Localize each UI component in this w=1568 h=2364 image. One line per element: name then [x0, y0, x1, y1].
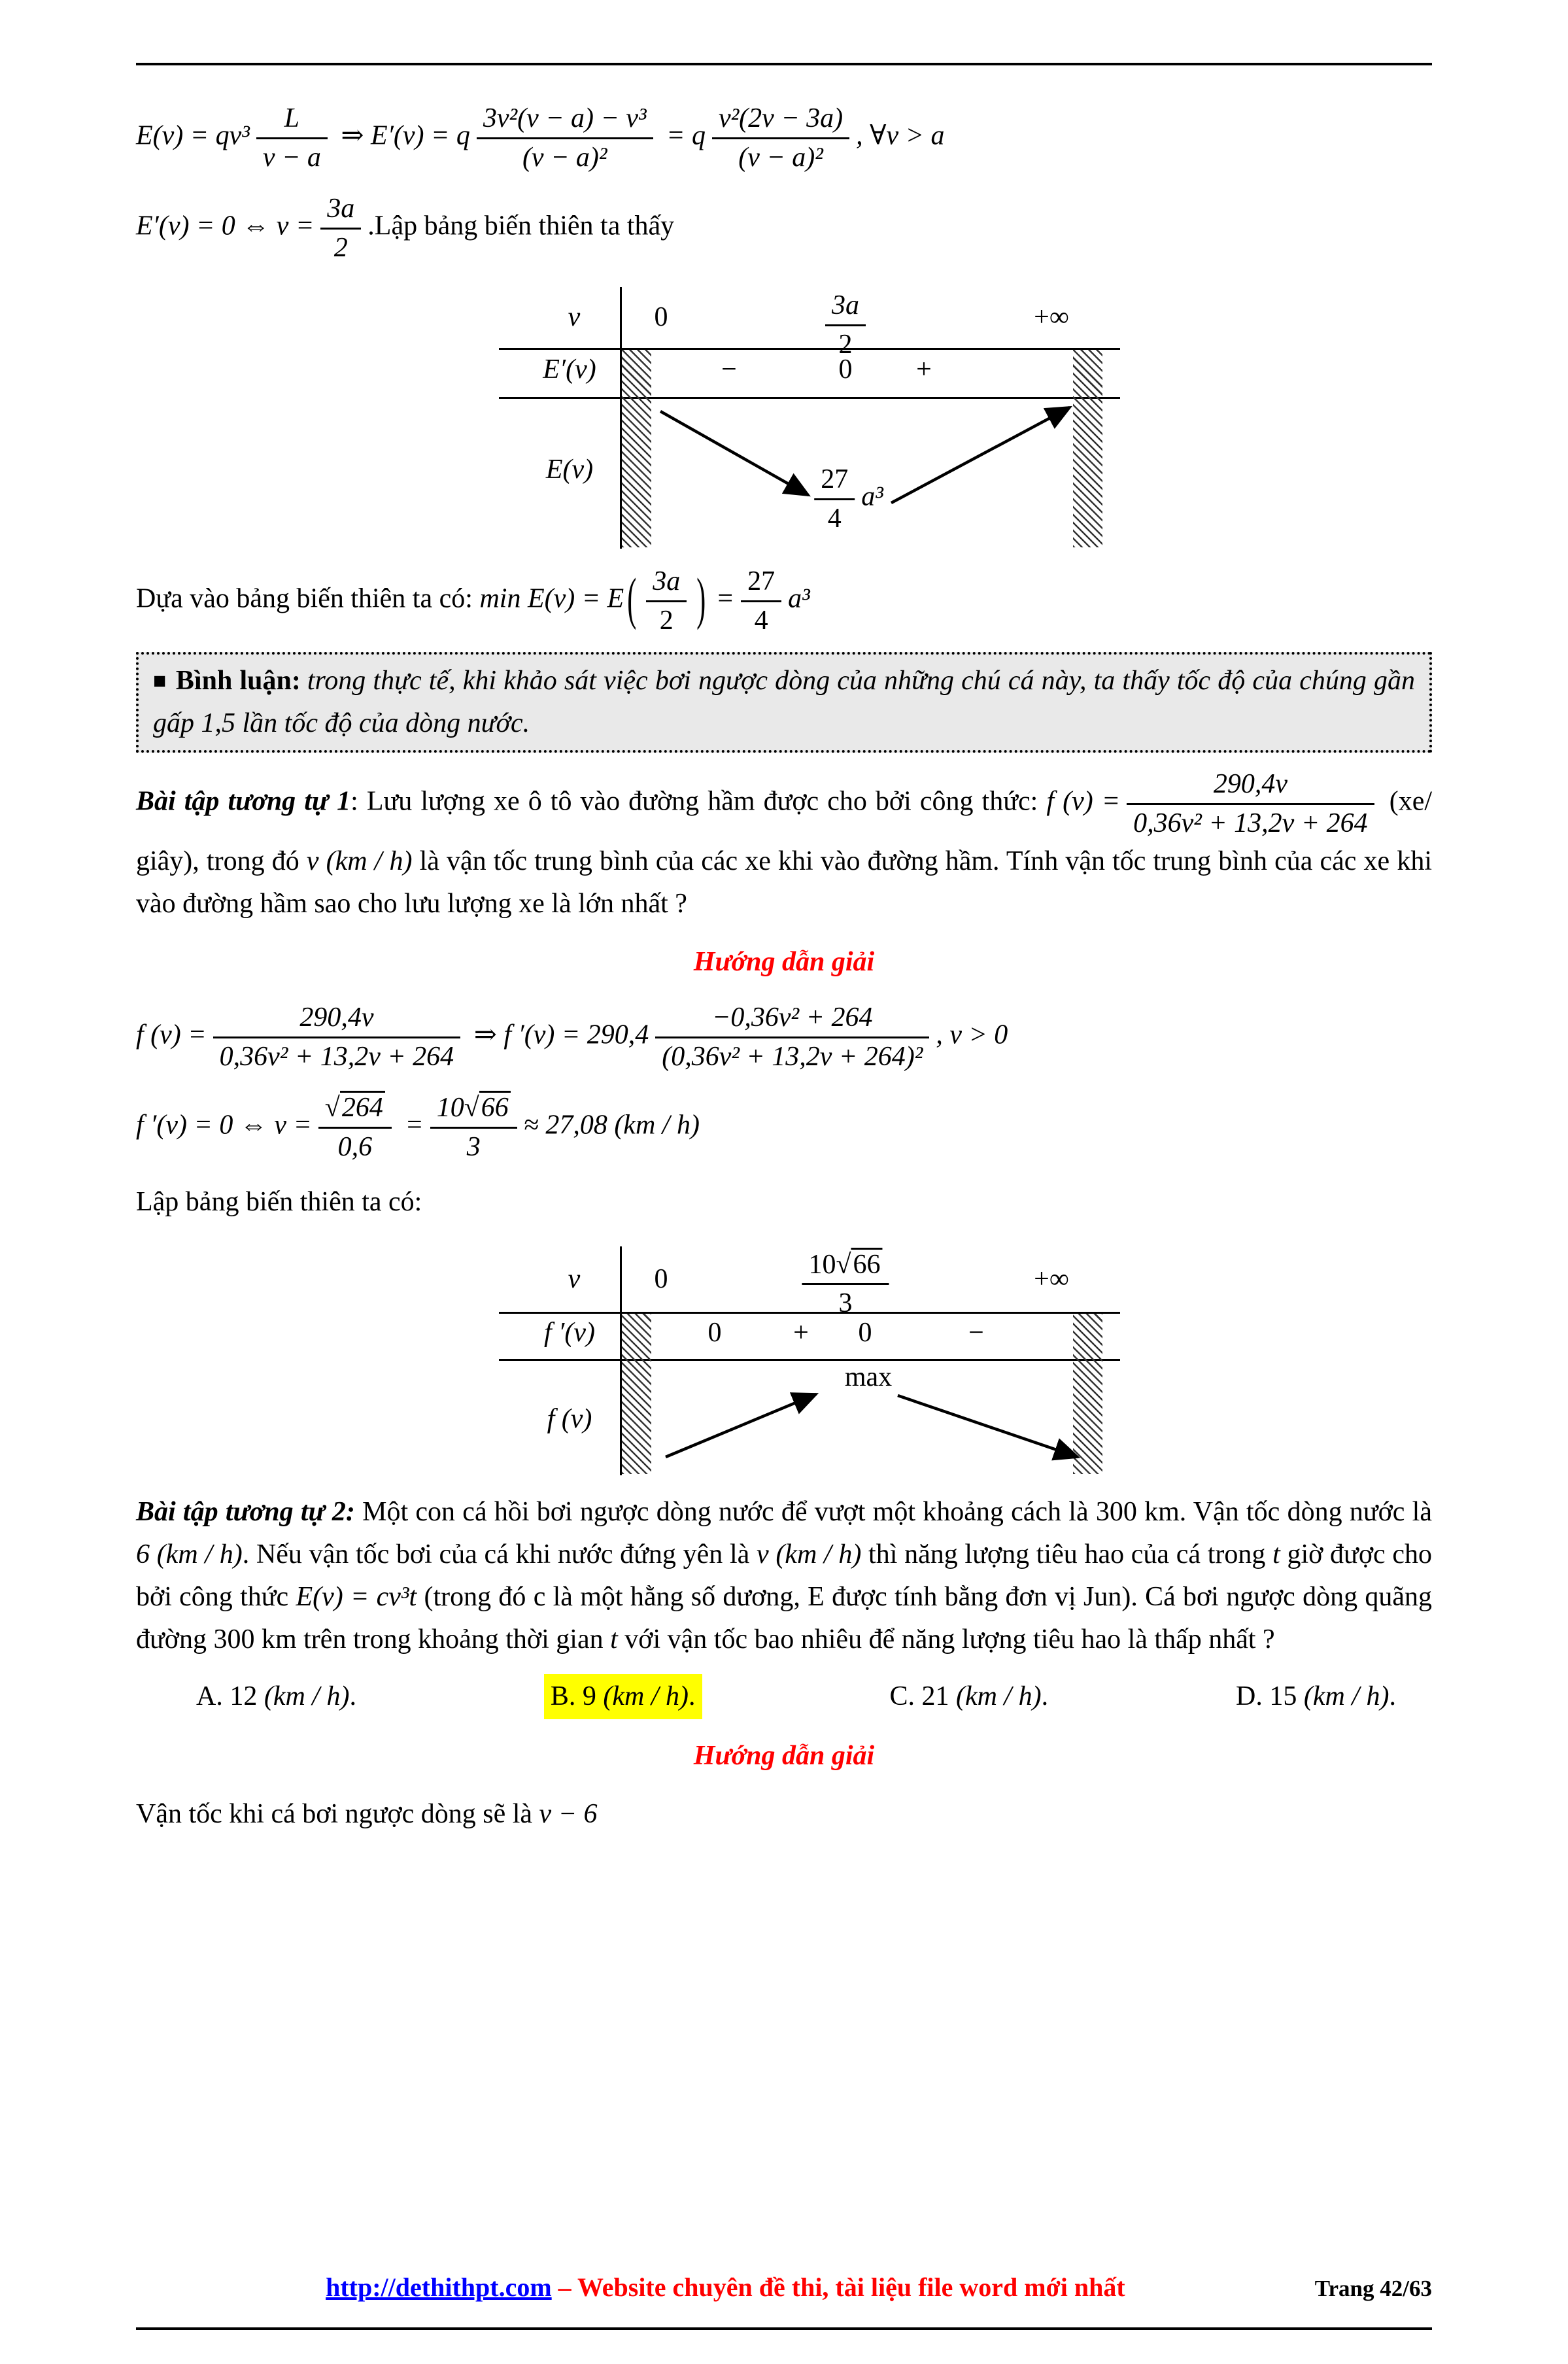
final-line: [136, 1793, 1432, 1836]
table-var: v: [568, 1263, 581, 1294]
table-intro-line: Lập bảng biến thiên ta có:: [136, 1187, 422, 1218]
min-suffix: a³: [861, 481, 883, 512]
exercise-1-unit: (xe/ giây), trong đó: [136, 786, 1433, 877]
fraction: $\frac{3a}{2}$: [646, 564, 687, 638]
math-inline: v − 6: [539, 1799, 598, 1830]
exercise-1-title: Bài tập tương tự 1: [136, 786, 351, 817]
table-row2-label: E(v): [545, 454, 594, 485]
eq-part: =: [405, 1110, 424, 1141]
eq-part: f (v) =: [136, 1020, 207, 1051]
conclusion-text: Dựa vào bảng biến thiên ta có:: [136, 583, 473, 614]
square-bullet-icon: ■: [153, 669, 167, 693]
exercise-2: [136, 1491, 1432, 1661]
sqrt-264: √264: [325, 1091, 385, 1123]
equation-f-critical: [136, 1091, 1432, 1164]
comment-label: Bình luận:: [175, 666, 301, 696]
eq-part: ⇒ E′(v) = q: [341, 120, 470, 151]
answer-b-highlighted: B. 9 (km / h).: [544, 1674, 702, 1719]
fraction: $\frac{\text{−0,36v² + 264}}{\text{(0,36v² + 13,2v + 264)²}}$: [655, 1001, 929, 1074]
page-number: Trang 42/63: [1314, 2276, 1432, 2301]
table-max-label: max: [844, 1362, 893, 1392]
eq-part: f (v) =: [1046, 786, 1121, 817]
answer-choices: [136, 1669, 1432, 1719]
footer-link[interactable]: http://dethithpt.com: [326, 2272, 552, 2302]
table-var: v: [568, 302, 581, 332]
answer-c: C. 21 (km / h).: [889, 1681, 1049, 1711]
sign-zero: 0: [707, 1317, 722, 1348]
fraction: $\frac{10√66}{3}$: [430, 1091, 517, 1164]
eq-part: , v > 0: [936, 1020, 1008, 1051]
table-row1-label: f ′(v): [544, 1317, 595, 1348]
math-inline: v (km / h): [756, 1539, 862, 1569]
table-value-zero: 0: [654, 302, 668, 332]
equation-critical-point: [136, 192, 1432, 265]
increasing-arrow: [666, 1394, 816, 1457]
eq-part: E′(v) = 0 ⇔ v =: [136, 211, 315, 241]
exercise-1: [136, 767, 1432, 925]
decreasing-arrow: [660, 411, 808, 495]
comment-box: [136, 652, 1432, 753]
solution-heading-2: Hướng dẫn giải: [693, 1741, 875, 1772]
exercise-1-intro: Lưu lượng xe ô tô vào đường hầm được cho bởi công thức:: [366, 786, 1038, 817]
fraction: $\frac{27}{4}$: [814, 462, 855, 536]
exercise-2-text: . Nếu vận tốc bơi của cá khi nước đứng yên là: [242, 1539, 750, 1569]
bottom-rule: [136, 2327, 1432, 2330]
variation-table-1: [499, 287, 1120, 549]
eq-part: ≈ 27,08 (km / h): [523, 1110, 700, 1141]
exercise-2-text: giờ được cho bởi công thức: [136, 1539, 1433, 1612]
exercise-2-text: thì năng lượng tiêu hao của cá trong: [868, 1539, 1266, 1569]
table-value-critical: [795, 1248, 895, 1321]
equation-f-derivative: [136, 1001, 1432, 1074]
solution-heading: Hướng dẫn giải: [693, 947, 875, 978]
table-header-line: [499, 348, 1120, 350]
eq-part: ⇒ f ′(v) = 290,4: [473, 1020, 649, 1051]
eq-part: a³: [788, 583, 810, 614]
eq-part: min E(v) = E: [479, 583, 624, 614]
velocity-math: v (km / h): [306, 846, 413, 877]
math-inline: E(v) = cv³t: [296, 1581, 417, 1612]
variation-table-2: [499, 1246, 1120, 1475]
fraction: $\frac{\text{v²(2v − 3a)}}{\text{(v − a)²}}$: [712, 101, 849, 175]
colon: :: [350, 786, 358, 817]
table-value-infinity: +∞: [1034, 1263, 1069, 1294]
exercise-2-text: với vận tốc bao nhiêu để năng lượng tiêu hao là thấp nhất ?: [624, 1624, 1275, 1654]
monotonicity-arrows: [620, 1359, 1120, 1475]
fraction: $\frac{3a}{2}$: [320, 192, 361, 265]
fraction: $\frac{27}{4}$: [741, 564, 781, 638]
eq-part: , ∀v > a: [856, 120, 945, 151]
table-row1-label: E′(v): [543, 354, 596, 385]
math-inline: 6 (km / h): [136, 1539, 243, 1569]
exercise-1-rest: là vận tốc trung bình của các xe khi vào đường hầm. Tính vận tốc trung bình của các xe khi vào đường hầm sao cho lưu lượng xe là lớn nhất ?: [136, 846, 1432, 919]
exercise-2-title: Bài tập tương tự 2:: [136, 1496, 355, 1527]
conclusion-line: [136, 564, 1432, 638]
sign-minus: −: [968, 1317, 984, 1348]
eq-part: = q: [666, 120, 706, 151]
table-row2-label: f (v): [547, 1403, 592, 1434]
fraction: $\frac{√264}{0,6}$: [318, 1091, 392, 1164]
sign-zero: 0: [838, 354, 853, 385]
table-value-critical: [819, 288, 872, 362]
footer-separator: –: [558, 2272, 571, 2302]
sqrt-66: √66: [464, 1091, 511, 1123]
fraction: $\frac{290,4v}{\text{0,36v² + 13,2v + 264}}$: [1127, 767, 1374, 840]
table-value-infinity: +∞: [1034, 302, 1069, 332]
exercise-2-text: (trong đó c là một hằng số dương, E được tính bằng đơn vị Jun). Cá bơi ngược dòng quãng đường 300 km trên trong khoảng thời gian: [136, 1581, 1433, 1654]
left-paren: (: [627, 568, 637, 632]
answer-a: A. 12 (km / h).: [196, 1681, 356, 1711]
page-footer: [136, 2267, 1432, 2308]
sign-zero: 0: [858, 1317, 872, 1348]
footer-main: [136, 2267, 1315, 2308]
decreasing-arrow: [898, 1396, 1078, 1457]
sign-minus: −: [721, 354, 737, 385]
comment-text: trong thực tế, khi khảo sát việc bơi ngược dòng của những chú cá này, ta thấy tốc độ của chúng gần gấp 1,5 lần tốc độ của dòng nước.: [153, 666, 1415, 739]
fraction: $\frac{290,4v}{\text{0,36v² + 13,2v + 264}}$: [213, 1001, 461, 1074]
fraction: $\frac{L}{v - a}$: [256, 101, 328, 175]
footer-text: Website chuyên đề thi, tài liệu file word mới nhất: [577, 2272, 1125, 2302]
increasing-arrow: [891, 407, 1070, 503]
eq-part: =: [715, 583, 735, 614]
text-after-equation: .Lập bảng biến thiên ta thấy: [367, 211, 675, 241]
final-text: Vận tốc khi cá bơi ngược dòng sẽ là: [136, 1799, 533, 1830]
sqrt-66: √66: [836, 1248, 882, 1280]
answer-d: D. 15 (km / h).: [1236, 1681, 1396, 1711]
exercise-2-text: Một con cá hồi bơi ngược dòng nước để vượt một khoảng cách là 300 km. Vận tốc dòng nước là: [362, 1496, 1432, 1527]
eq-part: E(v) = qv³: [136, 120, 250, 151]
fraction: $\frac{10√66}{3}$: [802, 1248, 889, 1321]
math-inline: t: [610, 1624, 618, 1654]
right-paren: ): [696, 568, 706, 632]
eq-part: f ′(v) = 0 ⇔ v =: [136, 1110, 312, 1141]
top-rule: [136, 63, 1432, 65]
fraction: $\frac{\text{3v²(v − a) − v³}}{\text{(v − a)²}}$: [477, 101, 653, 175]
table-value-zero: 0: [654, 1263, 668, 1294]
sign-plus: +: [916, 354, 932, 385]
monotonicity-arrows: [620, 397, 1120, 549]
fraction: $\frac{3a}{2}$: [825, 288, 866, 362]
math-inline: t: [1272, 1539, 1280, 1569]
sign-plus: +: [793, 1317, 809, 1348]
equation-energy-derivative: [136, 101, 1432, 175]
